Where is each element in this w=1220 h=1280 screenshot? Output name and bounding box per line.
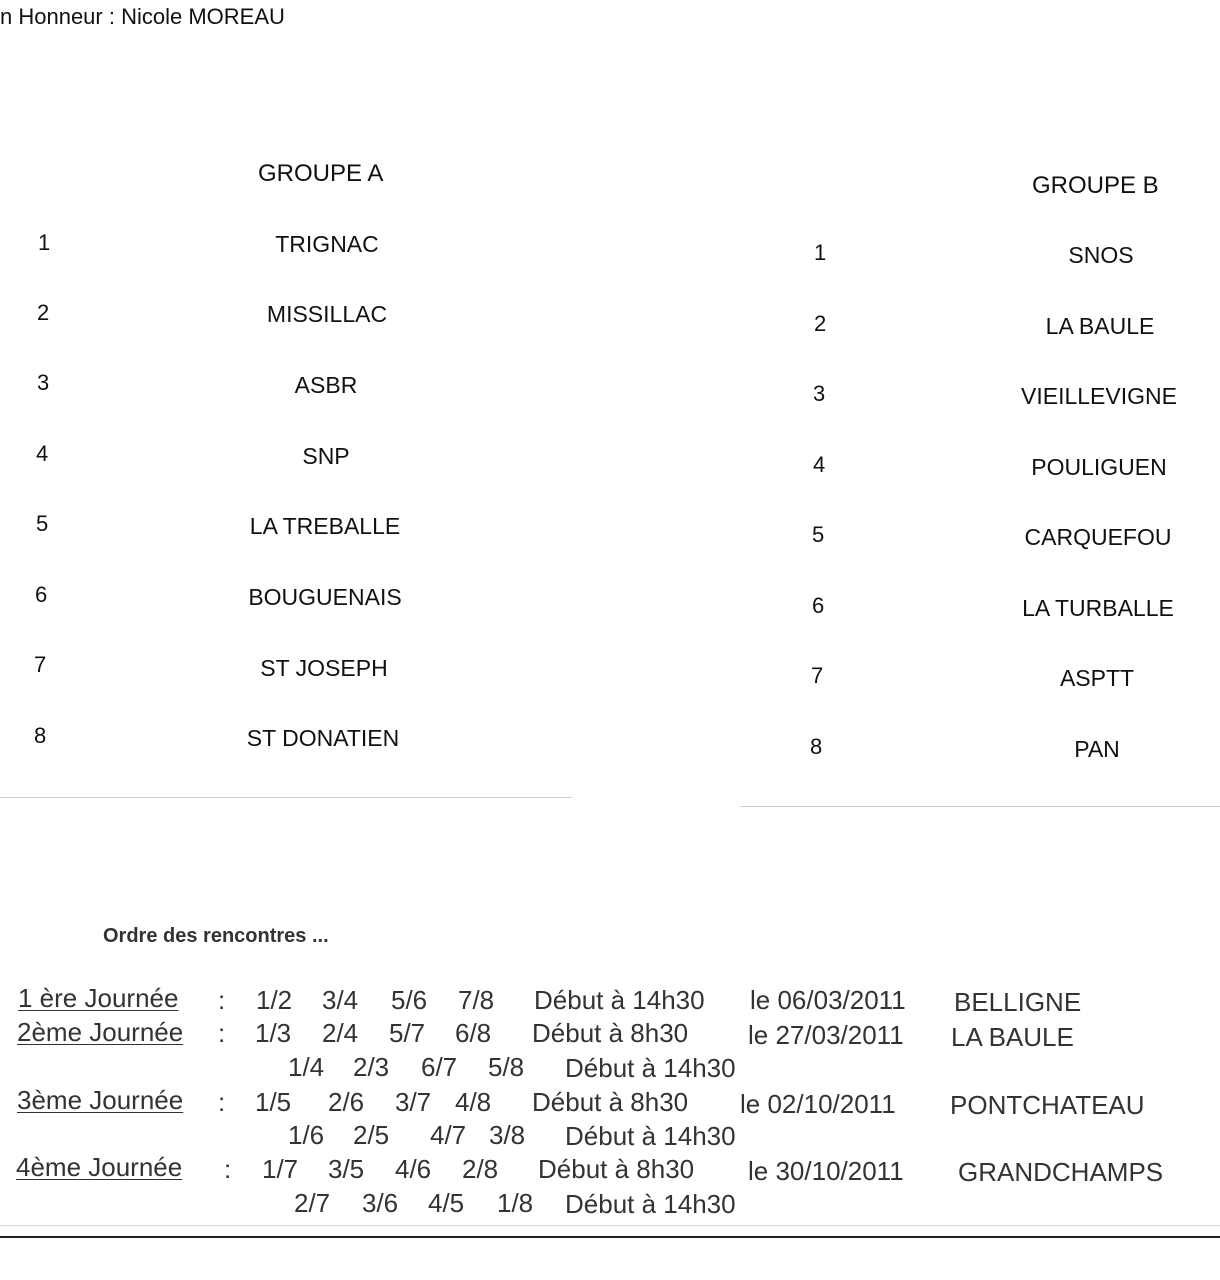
start-time: Début à 8h30 (532, 1087, 689, 1117)
match-date: le 02/10/2011 (740, 1089, 896, 1119)
group-a-team-number: 1 (38, 230, 51, 255)
group-a-team-number: 4 (36, 441, 49, 466)
match-date: le 30/10/2011 (748, 1156, 904, 1186)
group-a-team-name: SNP (302, 443, 350, 469)
start-time: Début à 14h30 (565, 1053, 736, 1083)
group-b-team-number: 5 (812, 522, 825, 547)
group-a-team-number: 8 (34, 723, 47, 748)
match-date: le 06/03/2011 (750, 985, 906, 1015)
match-pair: 1/3 (255, 1018, 292, 1048)
group-a-team-number: 2 (37, 300, 50, 325)
schedule-title: Ordre des rencontres ... (103, 925, 329, 947)
group-a-team-name: BOUGUENAIS (248, 584, 402, 610)
group-a-team-name: TRIGNAC (275, 231, 379, 257)
day-separator: : (218, 985, 226, 1015)
group-b-team-name: VIEILLEVIGNE (1021, 383, 1177, 409)
group-b-team-name: LA TURBALLE (1022, 595, 1174, 621)
venue: GRANDCHAMPS (958, 1157, 1164, 1187)
match-pair: 6/8 (455, 1018, 492, 1048)
match-date: le 27/03/2011 (748, 1020, 904, 1050)
group-b-team-name: PAN (1074, 736, 1120, 762)
group-b-divider (740, 806, 1220, 807)
footer-divider (0, 1236, 1220, 1238)
match-pair: 1/4 (288, 1052, 325, 1082)
group-b-team-name: ASPTT (1059, 665, 1135, 691)
group-a-team-name: ASBR (294, 372, 358, 398)
match-pair: 5/8 (488, 1052, 525, 1082)
start-time: Début à 14h30 (534, 985, 705, 1015)
day-separator: : (218, 1087, 226, 1117)
match-pair: 1/8 (497, 1188, 534, 1218)
group-b-title: GROUPE B (1032, 172, 1159, 199)
match-pair: 2/8 (462, 1154, 499, 1184)
match-pair: 3/8 (489, 1120, 526, 1150)
match-pair: 3/5 (328, 1154, 365, 1184)
group-b-team-name: SNOS (1068, 242, 1134, 268)
group-a-title: GROUPE A (258, 160, 384, 187)
start-time: Début à 14h30 (565, 1189, 736, 1219)
footer-faint-divider (0, 1225, 1220, 1226)
match-pair: 1/7 (262, 1154, 299, 1184)
group-b-team-number: 2 (814, 311, 827, 336)
match-pair: 5/6 (391, 985, 428, 1015)
group-b-team-number: 8 (810, 734, 823, 759)
start-time: Début à 8h30 (538, 1154, 695, 1184)
venue: PONTCHATEAU (950, 1090, 1145, 1120)
match-pair: 2/3 (353, 1052, 390, 1082)
day-separator: : (224, 1154, 232, 1184)
venue: LA BAULE (951, 1022, 1074, 1052)
match-pair: 1/6 (288, 1120, 325, 1150)
day-label: 4ème Journée (16, 1152, 183, 1182)
group-a-divider (0, 797, 572, 798)
day-label: 2ème Journée (17, 1017, 184, 1047)
group-b-team-name: LA BAULE (1045, 313, 1155, 339)
group-b-team-name: CARQUEFOU (1024, 524, 1172, 550)
match-pair: 2/5 (353, 1120, 390, 1150)
match-pair: 4/6 (395, 1154, 432, 1184)
group-a-team-number: 5 (36, 511, 49, 536)
match-pair: 4/7 (430, 1120, 467, 1150)
start-time: Début à 14h30 (565, 1121, 736, 1151)
match-pair: 7/8 (458, 985, 495, 1015)
match-pair: 2/6 (328, 1087, 365, 1117)
group-b-team-number: 6 (812, 593, 825, 618)
group-b-team-number: 4 (813, 452, 826, 477)
match-pair: 4/8 (455, 1087, 492, 1117)
match-pair: 3/4 (322, 985, 359, 1015)
match-pair: 3/6 (362, 1188, 399, 1218)
match-pair: 5/7 (389, 1018, 426, 1048)
group-a-team-name: MISSILLAC (266, 301, 388, 327)
group-b-team-name: POULIGUEN (1031, 454, 1167, 480)
page-header-title: n Honneur : Nicole MOREAU (0, 4, 285, 29)
group-a-team-number: 7 (34, 652, 47, 677)
venue: BELLIGNE (954, 987, 1082, 1017)
match-pair: 1/5 (255, 1087, 292, 1117)
match-pair: 6/7 (421, 1052, 458, 1082)
day-label: 1 ère Journée (18, 983, 179, 1013)
group-b-team-number: 7 (811, 663, 824, 688)
group-b-team-number: 3 (813, 381, 826, 406)
start-time: Début à 8h30 (532, 1018, 689, 1048)
group-a-team-number: 6 (35, 582, 48, 607)
group-a-team-name: ST DONATIEN (246, 725, 400, 751)
group-a-team-number: 3 (37, 370, 50, 395)
match-pair: 2/4 (322, 1018, 359, 1048)
day-label: 3ème Journée (17, 1085, 184, 1115)
match-pair: 2/7 (294, 1188, 331, 1218)
match-pair: 3/7 (395, 1087, 432, 1117)
match-pair: 1/2 (256, 985, 293, 1015)
group-a-team-name: LA TREBALLE (249, 513, 401, 539)
day-separator: : (218, 1018, 226, 1048)
match-pair: 4/5 (428, 1188, 465, 1218)
group-b-team-number: 1 (814, 240, 827, 265)
group-a-team-name: ST JOSEPH (260, 655, 388, 681)
